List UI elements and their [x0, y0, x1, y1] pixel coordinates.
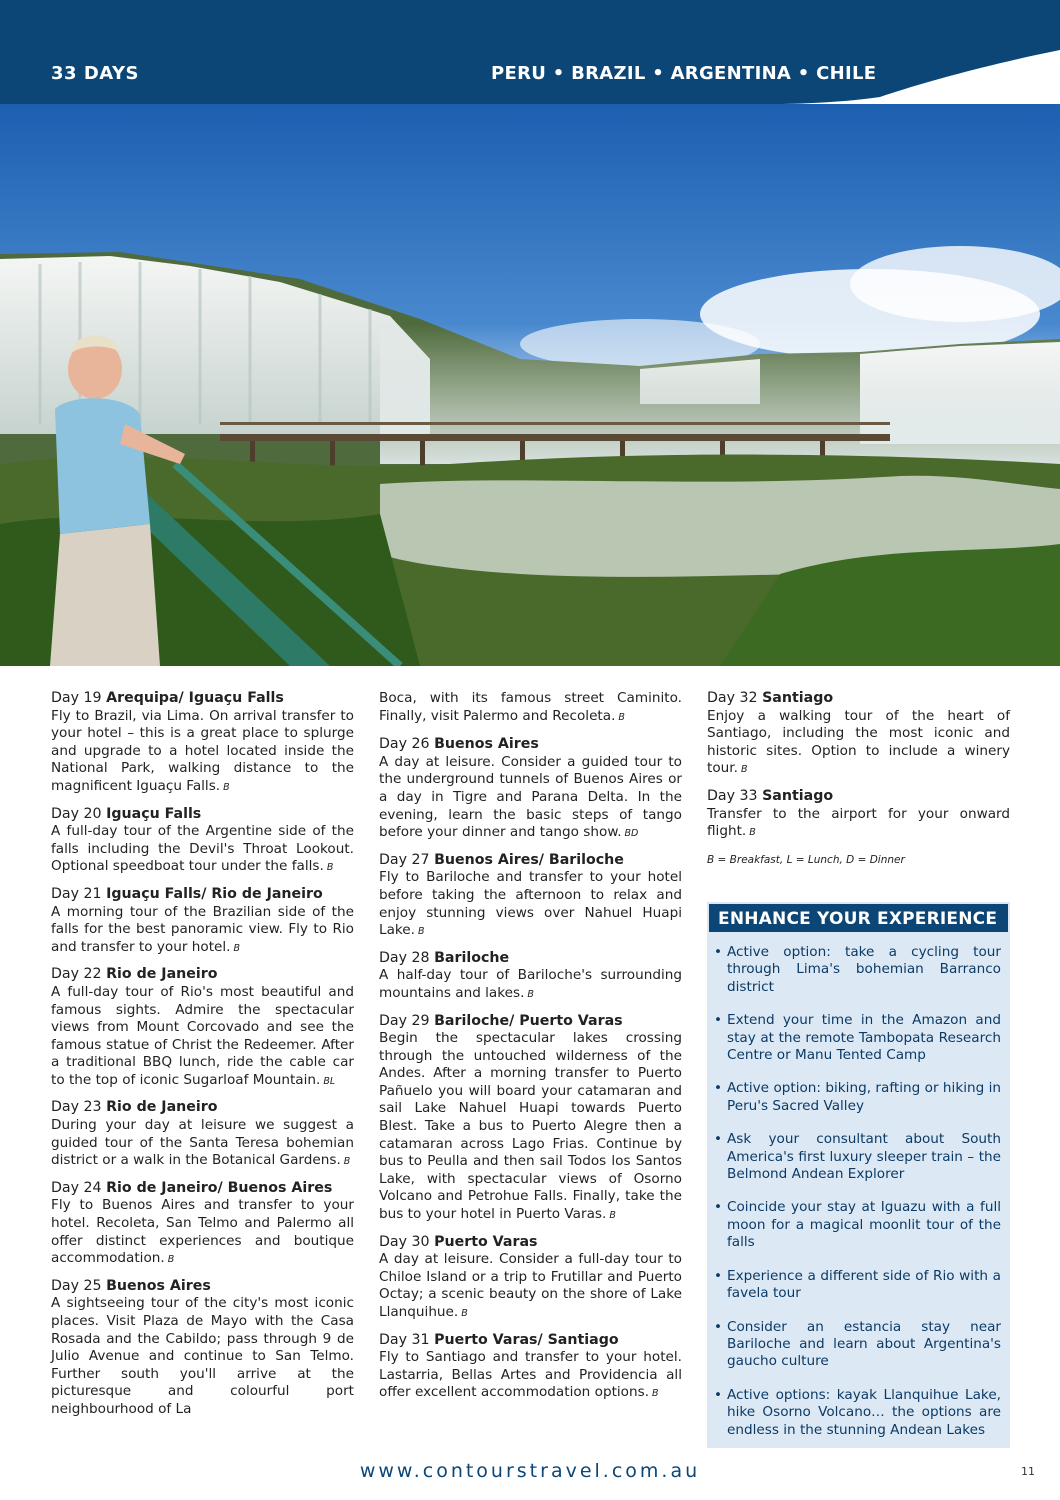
- itinerary-column-3: [707, 690, 1010, 869]
- enhance-item: • Active option: take a cycling tour through Lima's bohemian Barranco district: [714, 944, 1001, 996]
- meal-code: B: [417, 926, 425, 938]
- itinerary-day: [707, 690, 1010, 779]
- itinerary-day: [379, 736, 682, 843]
- meal-code: B: [527, 988, 534, 1000]
- day-number: Day 21: [51, 885, 102, 902]
- enhance-item: • Extend your time in the Amazon and stay at the remote Tambopata Research Centre or Manu Tented Camp: [714, 1012, 1001, 1064]
- itinerary-column-2: [379, 690, 682, 1412]
- day-place: Bariloche/ Puerto Varas: [434, 1012, 623, 1029]
- meal-legend: B = Breakfast, L = Lunch, D = Dinner: [707, 853, 905, 866]
- enhance-item: • Consider an estancia stay near Bariloche and learn about Argentina's gaucho culture: [714, 1319, 1001, 1371]
- day-place: Rio de Janeiro: [106, 1099, 218, 1116]
- day-place: Buenos Aires/ Bariloche: [434, 851, 624, 868]
- day-place: Buenos Aires: [434, 736, 539, 753]
- itinerary-day: [51, 690, 354, 797]
- meal-code: BD: [624, 828, 639, 840]
- day-description: During your day at leisure we suggest a guided tour of the Santa Teresa bohemian district or a walk in the Botanical Gardens.: [51, 1117, 354, 1169]
- trip-length: 33 DAYS: [51, 63, 139, 84]
- day-description: Fly to Buenos Aires and transfer to your hotel. Recoleta, San Telmo and Palermo all offer distinct experiences and boutique accommodation.: [51, 1197, 354, 1267]
- day-description: Enjoy a walking tour of the heart of Santiago, including the most iconic and historic sites. Option to include a winery tour.: [707, 707, 1010, 777]
- enhance-item: • Ask your consultant about South America's first luxury sleeper train – the Belmond Andean Explorer: [714, 1131, 1001, 1183]
- day-number: Day 19: [51, 690, 102, 706]
- meal-code: B: [461, 1308, 468, 1319]
- meal-code: BL: [323, 1075, 336, 1087]
- itinerary-day: [707, 788, 1010, 842]
- itinerary-day: [379, 950, 682, 1004]
- meal-code: B: [749, 827, 756, 839]
- enhance-experience-box: [707, 902, 1010, 1448]
- enhance-item: • Coincide your stay at Iguazu with a full moon for a magical moonlit tour of the falls: [714, 1199, 1001, 1251]
- day-place: Iguaçu Falls: [106, 805, 202, 822]
- day-place: Buenos Aires: [106, 1277, 211, 1294]
- itinerary-day: [51, 1099, 354, 1170]
- day-number: Day 22: [51, 966, 102, 983]
- day-place: Puerto Varas: [434, 1233, 538, 1250]
- day-description: A full-day tour of the Argentine side of the falls including the Devil's Throat Lookout. Optional speedboat tour under the falls.: [51, 823, 354, 875]
- day-number: Day 24: [51, 1179, 102, 1196]
- day-description: Fly to Brazil, via Lima. On arrival transfer to your hotel – this is a great place to splurge and upgrade to a hotel located inside the National Park, walking distance to the magnificent Iguaçu Falls.: [51, 707, 354, 794]
- day-place: Santiago: [762, 690, 834, 706]
- enhance-item: • Active option: biking, rafting or hiking in Peru's Sacred Valley: [714, 1080, 1001, 1115]
- meal-code: B: [740, 764, 748, 776]
- day-25-continued: [379, 690, 682, 726]
- meal-code: B: [223, 781, 230, 793]
- day-place: Arequipa/ Iguaçu Falls: [106, 690, 284, 706]
- day-description: A full-day tour of Rio's most beautiful and famous sights. Admire the spectacular views from Mount Corcovado and see the famous statue of Christ the Redeemer. After a traditional BBQ lunch, ride the cable car to the top of iconic Sugarloaf Mountain.: [51, 983, 354, 1088]
- day-number: Day 28: [379, 949, 430, 966]
- destination-countries: PERU • BRAZIL • ARGENTINA • CHILE: [491, 63, 877, 84]
- waterfall-illustration: [0, 104, 1060, 666]
- day-number: Day 32: [707, 690, 758, 706]
- itinerary-day: [51, 886, 354, 957]
- day-description: A sightseeing tour of the city's most iconic places. Visit Plaza de Mayo with the Casa Rosada and the Cabildo; pass through 9 de Julio Avenue and continue to San Telmo. Further south you'll arrive at the picturesque and colourful port neighbourhood of La: [51, 1295, 354, 1417]
- enhance-item: • Experience a different side of Rio with a favela tour: [714, 1268, 1001, 1303]
- itinerary-day: [51, 806, 354, 877]
- day-description: A morning tour of the Brazilian side of the falls for the best panoramic view. Fly to Rio and transfer to your hotel.: [51, 903, 354, 955]
- itinerary-day: [379, 1234, 682, 1323]
- enhance-list: [707, 932, 1010, 1439]
- itinerary-day: [379, 1332, 682, 1403]
- day-description: Begin the spectacular lakes crossing through the untouched wilderness of the Andes. After a morning transfer to Puerto Pañuelo you will board your catamaran and sail Lake Nahuel Huapi towards Puerto Blest. Take a bus to Puerto Alegre then a catamaran across Lago Frias. Continue by bus to Peulla and then sail Todos los Santos Lake, with spectacular views of Osorno Volcano and Petrohue Falls. Finally, take the bus to your hotel in Puerto Varas.: [379, 1030, 682, 1223]
- day-description: Fly to Santiago and transfer to your hotel. Lastarria, Bellas Artes and Providencia all offer excellent accommodation options.: [379, 1349, 682, 1401]
- header-wave-shape: [0, 0, 1060, 108]
- itinerary-day: [51, 1180, 354, 1269]
- day-place: Puerto Varas/ Santiago: [434, 1331, 619, 1348]
- day-number: Day 20: [51, 805, 102, 822]
- meal-code: B: [652, 1388, 659, 1400]
- enhance-title: ENHANCE YOUR EXPERIENCE: [707, 902, 1010, 932]
- day-place: Bariloche: [434, 949, 510, 966]
- day-number: Day 29: [379, 1012, 430, 1029]
- hero-photo-iguacu-falls: [0, 104, 1060, 666]
- meal-code: B: [167, 1254, 175, 1266]
- day-number: Day 27: [379, 851, 430, 868]
- itinerary-day: [379, 852, 682, 941]
- day-place: Rio de Janeiro: [106, 966, 218, 983]
- day-number: Day 26: [379, 736, 430, 753]
- page-number: 11: [1021, 1465, 1035, 1478]
- website-url: www.contourstravel.com.au: [359, 1460, 701, 1482]
- day-number: Day 31: [379, 1331, 430, 1348]
- itinerary-column-1: [51, 690, 354, 1428]
- day-number: Day 30: [379, 1233, 430, 1250]
- meal-code: B: [343, 1156, 351, 1168]
- meal-code: B: [618, 711, 625, 723]
- itinerary-day: [51, 1278, 354, 1419]
- day-place: Iguaçu Falls/ Rio de Janeiro: [106, 885, 323, 902]
- day-description: Boca, with its famous street Caminito. Finally, visit Palermo and Recoleta.: [379, 690, 682, 724]
- header-band: [0, 0, 1060, 108]
- itinerary-day: [379, 1013, 682, 1225]
- meal-code: B: [326, 862, 334, 874]
- day-number: Day 25: [51, 1277, 102, 1294]
- enhance-item: • Active options: kayak Llanquihue Lake, hike Osorno Volcano… the options are endless in the stunning Andean Lakes: [714, 1387, 1001, 1439]
- day-place: Santiago: [762, 787, 834, 804]
- day-place: Rio de Janeiro/ Buenos Aires: [106, 1179, 333, 1196]
- meal-code: B: [233, 942, 241, 954]
- day-description: Fly to Bariloche and transfer to your hotel before taking the afternoon to relax and enjoy stunning views over Nahuel Huapi Lake.: [379, 869, 682, 939]
- day-description: A day at leisure. Consider a full-day tour to Chiloe Island or a trip to Frutillar and Puerto Octay; a scenic beauty on the shore of Lake Llanquihue.: [379, 1251, 682, 1320]
- day-number: Day 23: [51, 1099, 102, 1116]
- day-description: A day at leisure. Consider a guided tour to the underground tunnels of Buenos Aires or a day in Tigre and Parana Delta. In the evening, learn the basic steps of tango before your dinner and tango show.: [379, 753, 682, 841]
- meal-code: B: [609, 1210, 616, 1222]
- day-description: A half-day tour of Bariloche's surrounding mountains and lakes.: [379, 967, 682, 1001]
- day-number: Day 33: [707, 787, 758, 804]
- day-description: Transfer to the airport for your onward flight.: [707, 805, 1010, 840]
- itinerary-day: [51, 966, 354, 1090]
